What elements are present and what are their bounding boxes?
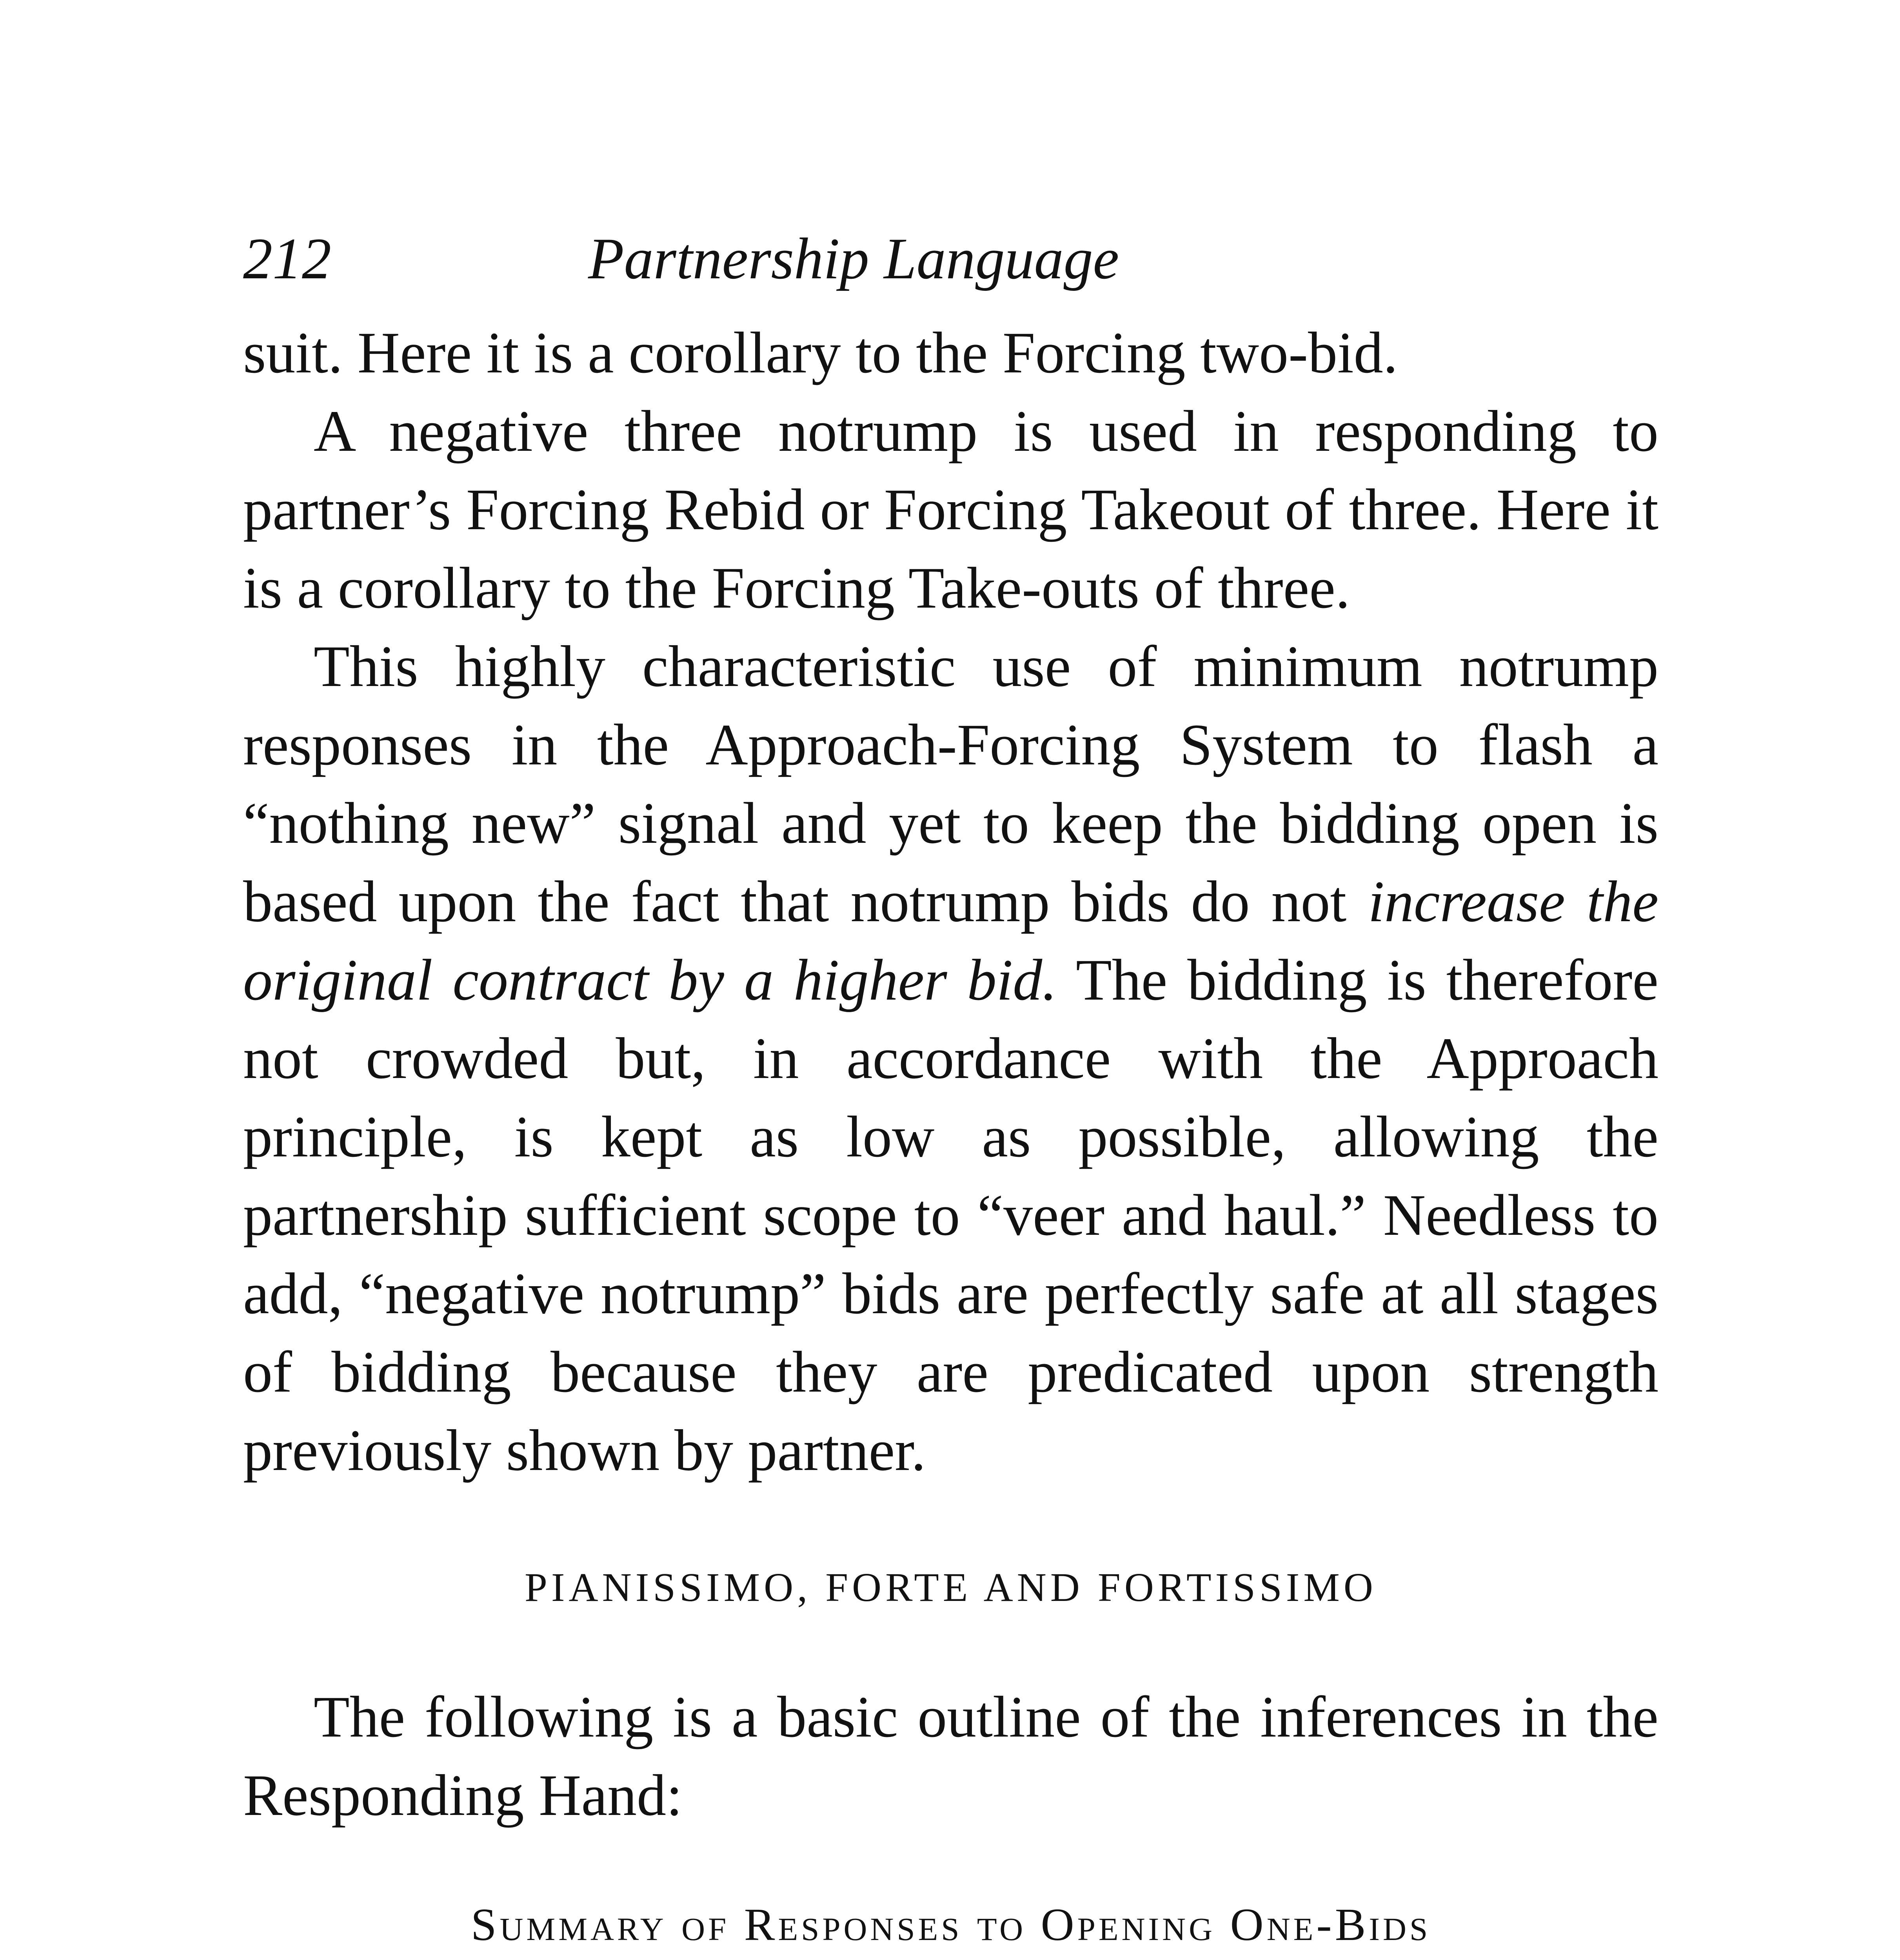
paragraph-outline-intro: The following is a basic outline of the inferences in the Responding Hand: (243, 1684, 1658, 1828)
paragraph-text: This highly characteristic use of minimum notrump responses in the Approach-Forcing System to flash a “nothing new” signal and yet to keep the bidding open is based upon the fact that notrump bids do not (243, 634, 1658, 934)
paragraph-minimum-notrump (243, 627, 1658, 1490)
section-heading: PIANISSIMO, FORTE AND FORTISSIMO (524, 1565, 1377, 1610)
page-number: 212 (243, 226, 331, 291)
subsection-heading: Summary of Responses to Opening One-Bids (470, 1899, 1431, 1950)
book-page (243, 220, 1658, 1960)
paragraph-text: The bidding is therefore not crowded but, in accordance with the Approach principle, is kept as low as possible, allowing the partnership sufficient scope to “veer and haul.” Needless to add, “negative notrump” bids are perfectly safe at all stages of bidding because they are predicated upon strength previously shown by partner. (243, 947, 1659, 1483)
paragraph-continuation: suit. Here it is a corollary to the Forcing two-bid. (243, 320, 1398, 385)
running-header (243, 220, 1658, 298)
italic-phrase: increase the original contract by a higher bid. (243, 869, 1659, 1013)
body-text (243, 314, 1658, 1960)
paragraph-negative-three-notrump: A negative three notrump is used in responding to partner’s Forcing Rebid or Forcing Takeout of three. Here it is a corollary to the Forcing Take-outs of three. (243, 399, 1658, 621)
running-title: Partnership Language (588, 226, 1119, 291)
